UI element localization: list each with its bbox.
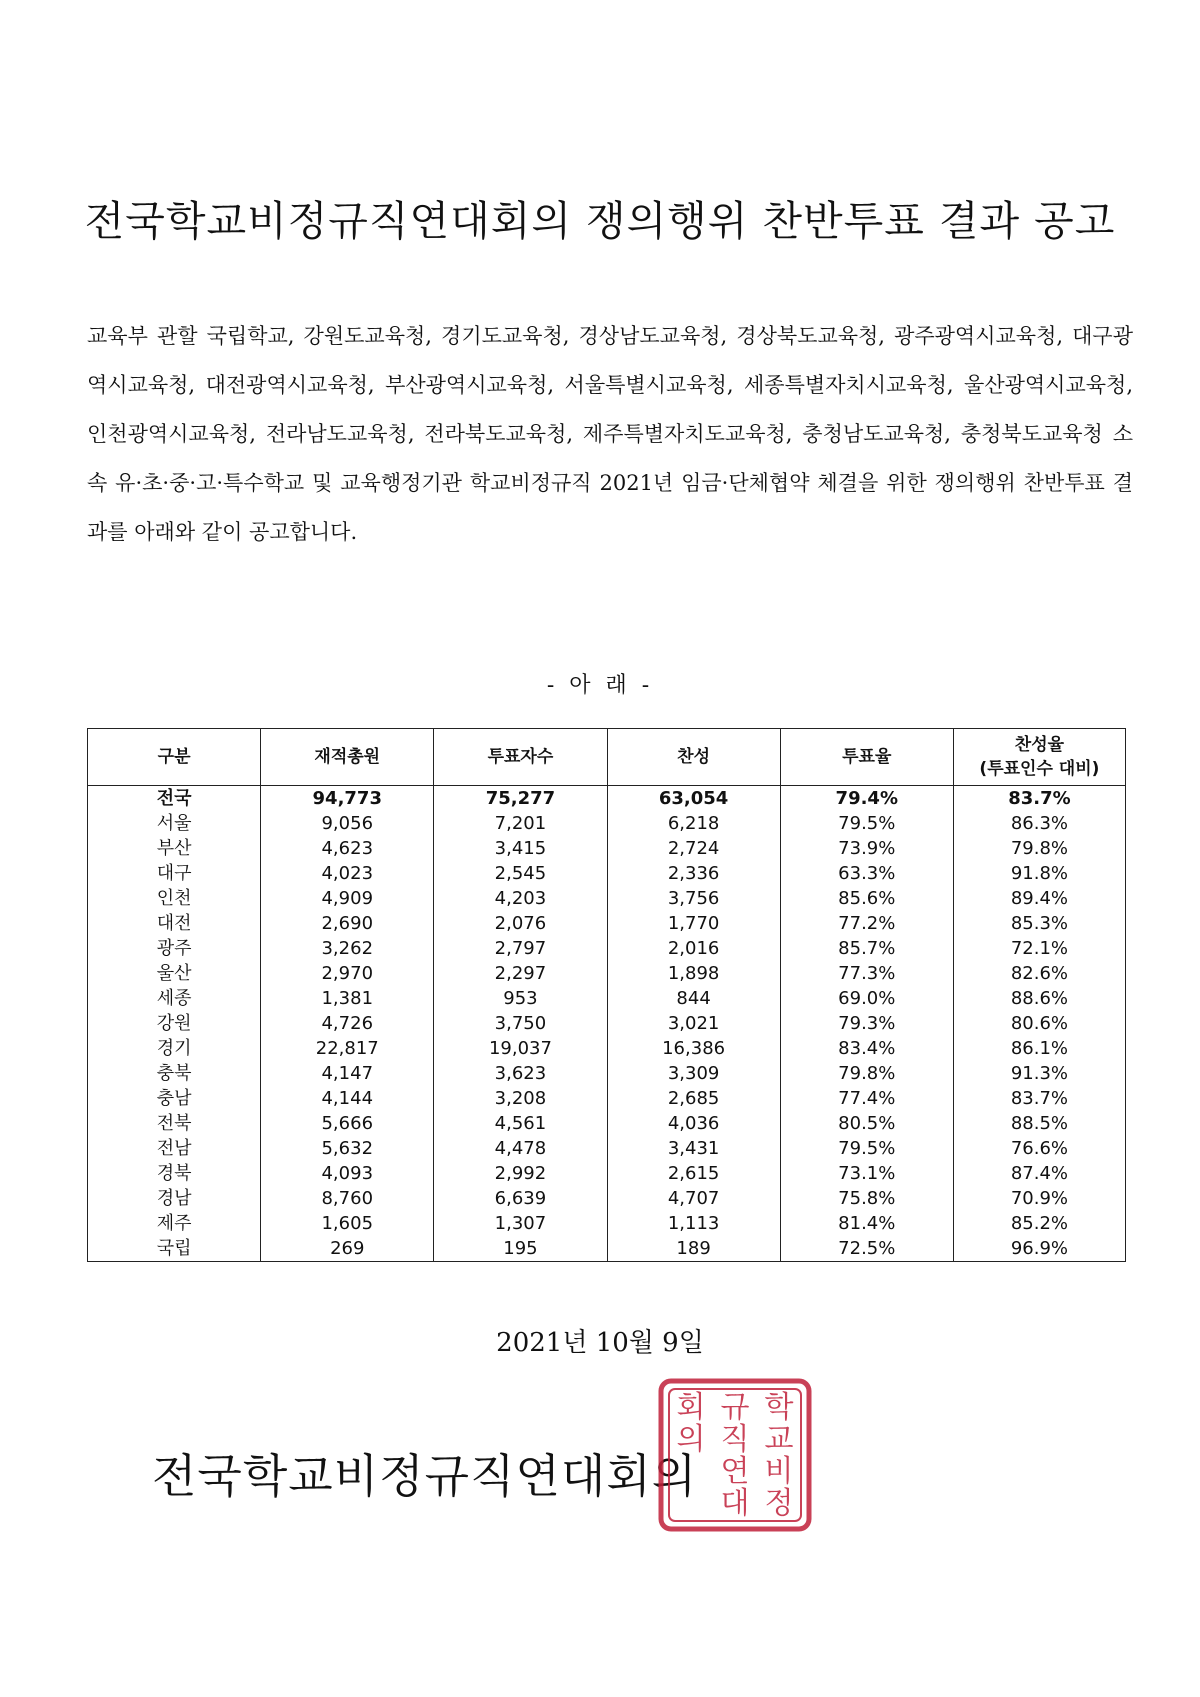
seal-glyph: 교 (764, 1422, 794, 1457)
announcement-date: 2021년 10월 9일 (496, 1328, 704, 1358)
cell-approval-rate: 88.5% (953, 1111, 1125, 1136)
cell-total-members: 5,632 (261, 1136, 434, 1161)
cell-total-members: 4,909 (261, 886, 434, 911)
table-row (88, 1086, 1126, 1111)
cell-region: 강원 (88, 1011, 261, 1036)
cell-voters: 4,478 (434, 1136, 607, 1161)
cell-region: 서울 (88, 811, 261, 836)
cell-in-favor: 2,615 (607, 1161, 780, 1186)
cell-total-members: 3,262 (261, 936, 434, 961)
cell-turnout: 81.4% (780, 1211, 953, 1236)
cell-in-favor: 1,113 (607, 1211, 780, 1236)
cell-region: 세종 (88, 986, 261, 1011)
seal-glyph: 규 (720, 1390, 750, 1425)
cell-voters: 4,561 (434, 1111, 607, 1136)
cell-approval-rate: 85.3% (953, 911, 1125, 936)
table-row (88, 961, 1126, 986)
table-row (88, 1011, 1126, 1036)
cell-total-members: 9,056 (261, 811, 434, 836)
table-row (88, 811, 1126, 836)
cell-total-members: 4,726 (261, 1011, 434, 1036)
cell-region: 국립 (88, 1236, 261, 1262)
table-row (88, 1211, 1126, 1236)
cell-turnout: 75.8% (780, 1186, 953, 1211)
cell-voters: 6,639 (434, 1186, 607, 1211)
cell-turnout: 80.5% (780, 1111, 953, 1136)
cell-approval-rate: 70.9% (953, 1186, 1125, 1211)
cell-approval-rate: 82.6% (953, 961, 1125, 986)
cell-region: 울산 (88, 961, 261, 986)
cell-total-members: 4,144 (261, 1086, 434, 1111)
cell-voters: 1,307 (434, 1211, 607, 1236)
seal-glyph: 정 (764, 1486, 794, 1521)
cell-turnout: 73.1% (780, 1161, 953, 1186)
cell-voters: 7,201 (434, 811, 607, 836)
cell-total-members: 1,381 (261, 986, 434, 1011)
seal-glyph: 회 (676, 1390, 706, 1425)
cell-total-members: 1,605 (261, 1211, 434, 1236)
table-row (88, 786, 1126, 812)
cell-region: 충남 (88, 1086, 261, 1111)
cell-approval-rate: 76.6% (953, 1136, 1125, 1161)
cell-turnout: 79.8% (780, 1061, 953, 1086)
cell-total-members: 8,760 (261, 1186, 434, 1211)
table-row (88, 936, 1126, 961)
cell-turnout: 83.4% (780, 1036, 953, 1061)
cell-in-favor: 3,021 (607, 1011, 780, 1036)
table-row (88, 1061, 1126, 1086)
header-region: 구분 (88, 729, 261, 786)
cell-region: 충북 (88, 1061, 261, 1086)
cell-voters: 953 (434, 986, 607, 1011)
official-seal-stamp (655, 1375, 815, 1535)
cell-approval-rate: 85.2% (953, 1211, 1125, 1236)
header-approval-rate-line1: 찬성율 (1014, 735, 1065, 755)
seal-glyph: 대 (720, 1486, 750, 1521)
table-row (88, 836, 1126, 861)
table-row (88, 1161, 1126, 1186)
cell-region: 인천 (88, 886, 261, 911)
cell-region: 대전 (88, 911, 261, 936)
cell-total-members: 22,817 (261, 1036, 434, 1061)
cell-approval-rate: 96.9% (953, 1236, 1125, 1262)
seal-glyph: 비 (764, 1454, 794, 1489)
cell-total-members: 2,970 (261, 961, 434, 986)
header-approval-rate (953, 729, 1125, 786)
cell-turnout: 85.7% (780, 936, 953, 961)
cell-turnout: 77.3% (780, 961, 953, 986)
table-row (88, 1036, 1126, 1061)
cell-approval-rate: 86.3% (953, 811, 1125, 836)
cell-voters: 3,208 (434, 1086, 607, 1111)
cell-total-members: 4,147 (261, 1061, 434, 1086)
cell-turnout: 85.6% (780, 886, 953, 911)
header-in-favor: 찬성 (607, 729, 780, 786)
cell-approval-rate: 87.4% (953, 1161, 1125, 1186)
table-row (88, 986, 1126, 1011)
cell-voters: 2,545 (434, 861, 607, 886)
table-row (88, 1236, 1126, 1262)
cell-total-members: 4,023 (261, 861, 434, 886)
cell-turnout: 79.3% (780, 1011, 953, 1036)
seal-glyph: 학 (764, 1390, 794, 1425)
cell-approval-rate: 91.3% (953, 1061, 1125, 1086)
cell-voters: 2,797 (434, 936, 607, 961)
cell-turnout: 72.5% (780, 1236, 953, 1262)
cell-in-favor: 1,898 (607, 961, 780, 986)
cell-turnout: 77.2% (780, 911, 953, 936)
cell-in-favor: 3,756 (607, 886, 780, 911)
document-title: 전국학교비정규직연대회의 쟁의행위 찬반투표 결과 공고 (84, 197, 1116, 245)
cell-approval-rate: 83.7% (953, 1086, 1125, 1111)
cell-voters: 195 (434, 1236, 607, 1262)
cell-in-favor: 2,724 (607, 836, 780, 861)
header-turnout: 투표율 (780, 729, 953, 786)
cell-region: 경북 (88, 1161, 261, 1186)
table-header-row (88, 729, 1126, 786)
cell-in-favor: 63,054 (607, 786, 780, 812)
header-total-members: 재적총원 (261, 729, 434, 786)
cell-approval-rate: 79.8% (953, 836, 1125, 861)
cell-voters: 3,623 (434, 1061, 607, 1086)
cell-in-favor: 6,218 (607, 811, 780, 836)
seal-glyph: 의 (676, 1422, 706, 1457)
cell-approval-rate: 91.8% (953, 861, 1125, 886)
vote-results-table (87, 728, 1126, 1262)
table-row (88, 1186, 1126, 1211)
seal-glyph: 연 (720, 1454, 750, 1489)
cell-in-favor: 844 (607, 986, 780, 1011)
cell-total-members: 2,690 (261, 911, 434, 936)
cell-turnout: 73.9% (780, 836, 953, 861)
header-approval-rate-line2: (투표인수 대비) (979, 759, 1100, 779)
cell-region: 경남 (88, 1186, 261, 1211)
organization-signature: 전국학교비정규직연대회의 (152, 1449, 698, 1503)
cell-voters: 19,037 (434, 1036, 607, 1061)
cell-approval-rate: 88.6% (953, 986, 1125, 1011)
cell-in-favor: 3,309 (607, 1061, 780, 1086)
cell-region: 전남 (88, 1136, 261, 1161)
cell-turnout: 79.4% (780, 786, 953, 812)
cell-approval-rate: 86.1% (953, 1036, 1125, 1061)
seal-glyphs (677, 1390, 794, 1521)
cell-voters: 2,297 (434, 961, 607, 986)
cell-in-favor: 2,685 (607, 1086, 780, 1111)
cell-in-favor: 189 (607, 1236, 780, 1262)
cell-total-members: 4,093 (261, 1161, 434, 1186)
cell-approval-rate: 72.1% (953, 936, 1125, 961)
cell-region: 부산 (88, 836, 261, 861)
cell-turnout: 79.5% (780, 1136, 953, 1161)
cell-region: 전국 (88, 786, 261, 812)
cell-in-favor: 4,036 (607, 1111, 780, 1136)
below-heading: - 아 래 - (546, 673, 654, 698)
cell-total-members: 4,623 (261, 836, 434, 861)
cell-in-favor: 2,336 (607, 861, 780, 886)
table-body (88, 786, 1126, 1262)
cell-approval-rate: 89.4% (953, 886, 1125, 911)
cell-turnout: 69.0% (780, 986, 953, 1011)
cell-turnout: 79.5% (780, 811, 953, 836)
cell-in-favor: 3,431 (607, 1136, 780, 1161)
header-voters: 투표자수 (434, 729, 607, 786)
table-row (88, 1111, 1126, 1136)
seal-glyph: 직 (720, 1422, 750, 1457)
cell-in-favor: 1,770 (607, 911, 780, 936)
cell-voters: 2,076 (434, 911, 607, 936)
cell-voters: 2,992 (434, 1161, 607, 1186)
cell-in-favor: 2,016 (607, 936, 780, 961)
cell-region: 전북 (88, 1111, 261, 1136)
cell-voters: 75,277 (434, 786, 607, 812)
cell-region: 광주 (88, 936, 261, 961)
cell-voters: 3,415 (434, 836, 607, 861)
cell-total-members: 269 (261, 1236, 434, 1262)
cell-turnout: 77.4% (780, 1086, 953, 1111)
table-row (88, 886, 1126, 911)
cell-turnout: 63.3% (780, 861, 953, 886)
cell-region: 경기 (88, 1036, 261, 1061)
cell-voters: 4,203 (434, 886, 607, 911)
cell-in-favor: 4,707 (607, 1186, 780, 1211)
cell-in-favor: 16,386 (607, 1036, 780, 1061)
cell-region: 대구 (88, 861, 261, 886)
cell-voters: 3,750 (434, 1011, 607, 1036)
announcement-body: 교육부 관할 국립학교, 강원도교육청, 경기도교육청, 경상남도교육청, 경상북도교육청, 광주광역시교육청, 대구광역시교육청, 대전광역시교육청, 부산광역시교육청, 서울특별시교육청, 세종특별자치시교육청, 울산광역시교육청, 인천광역시교육청, 전라남도교육청, 전라북도교육청, 제주특별자치도교육청, 충청남도교육청, 충청북도교육청 소속 유·초·중·고·특수학교 및 교육행정기관 학교비정규직 2021년 임금·단체협약 체결을 위한 쟁의행위 찬반투표 결과를 아래와 같이 공고합니다. (87, 324, 1133, 544)
table-row (88, 911, 1126, 936)
table-row (88, 861, 1126, 886)
cell-approval-rate: 80.6% (953, 1011, 1125, 1036)
cell-total-members: 94,773 (261, 786, 434, 812)
cell-total-members: 5,666 (261, 1111, 434, 1136)
cell-region: 제주 (88, 1211, 261, 1236)
cell-approval-rate: 83.7% (953, 786, 1125, 812)
table-row (88, 1136, 1126, 1161)
